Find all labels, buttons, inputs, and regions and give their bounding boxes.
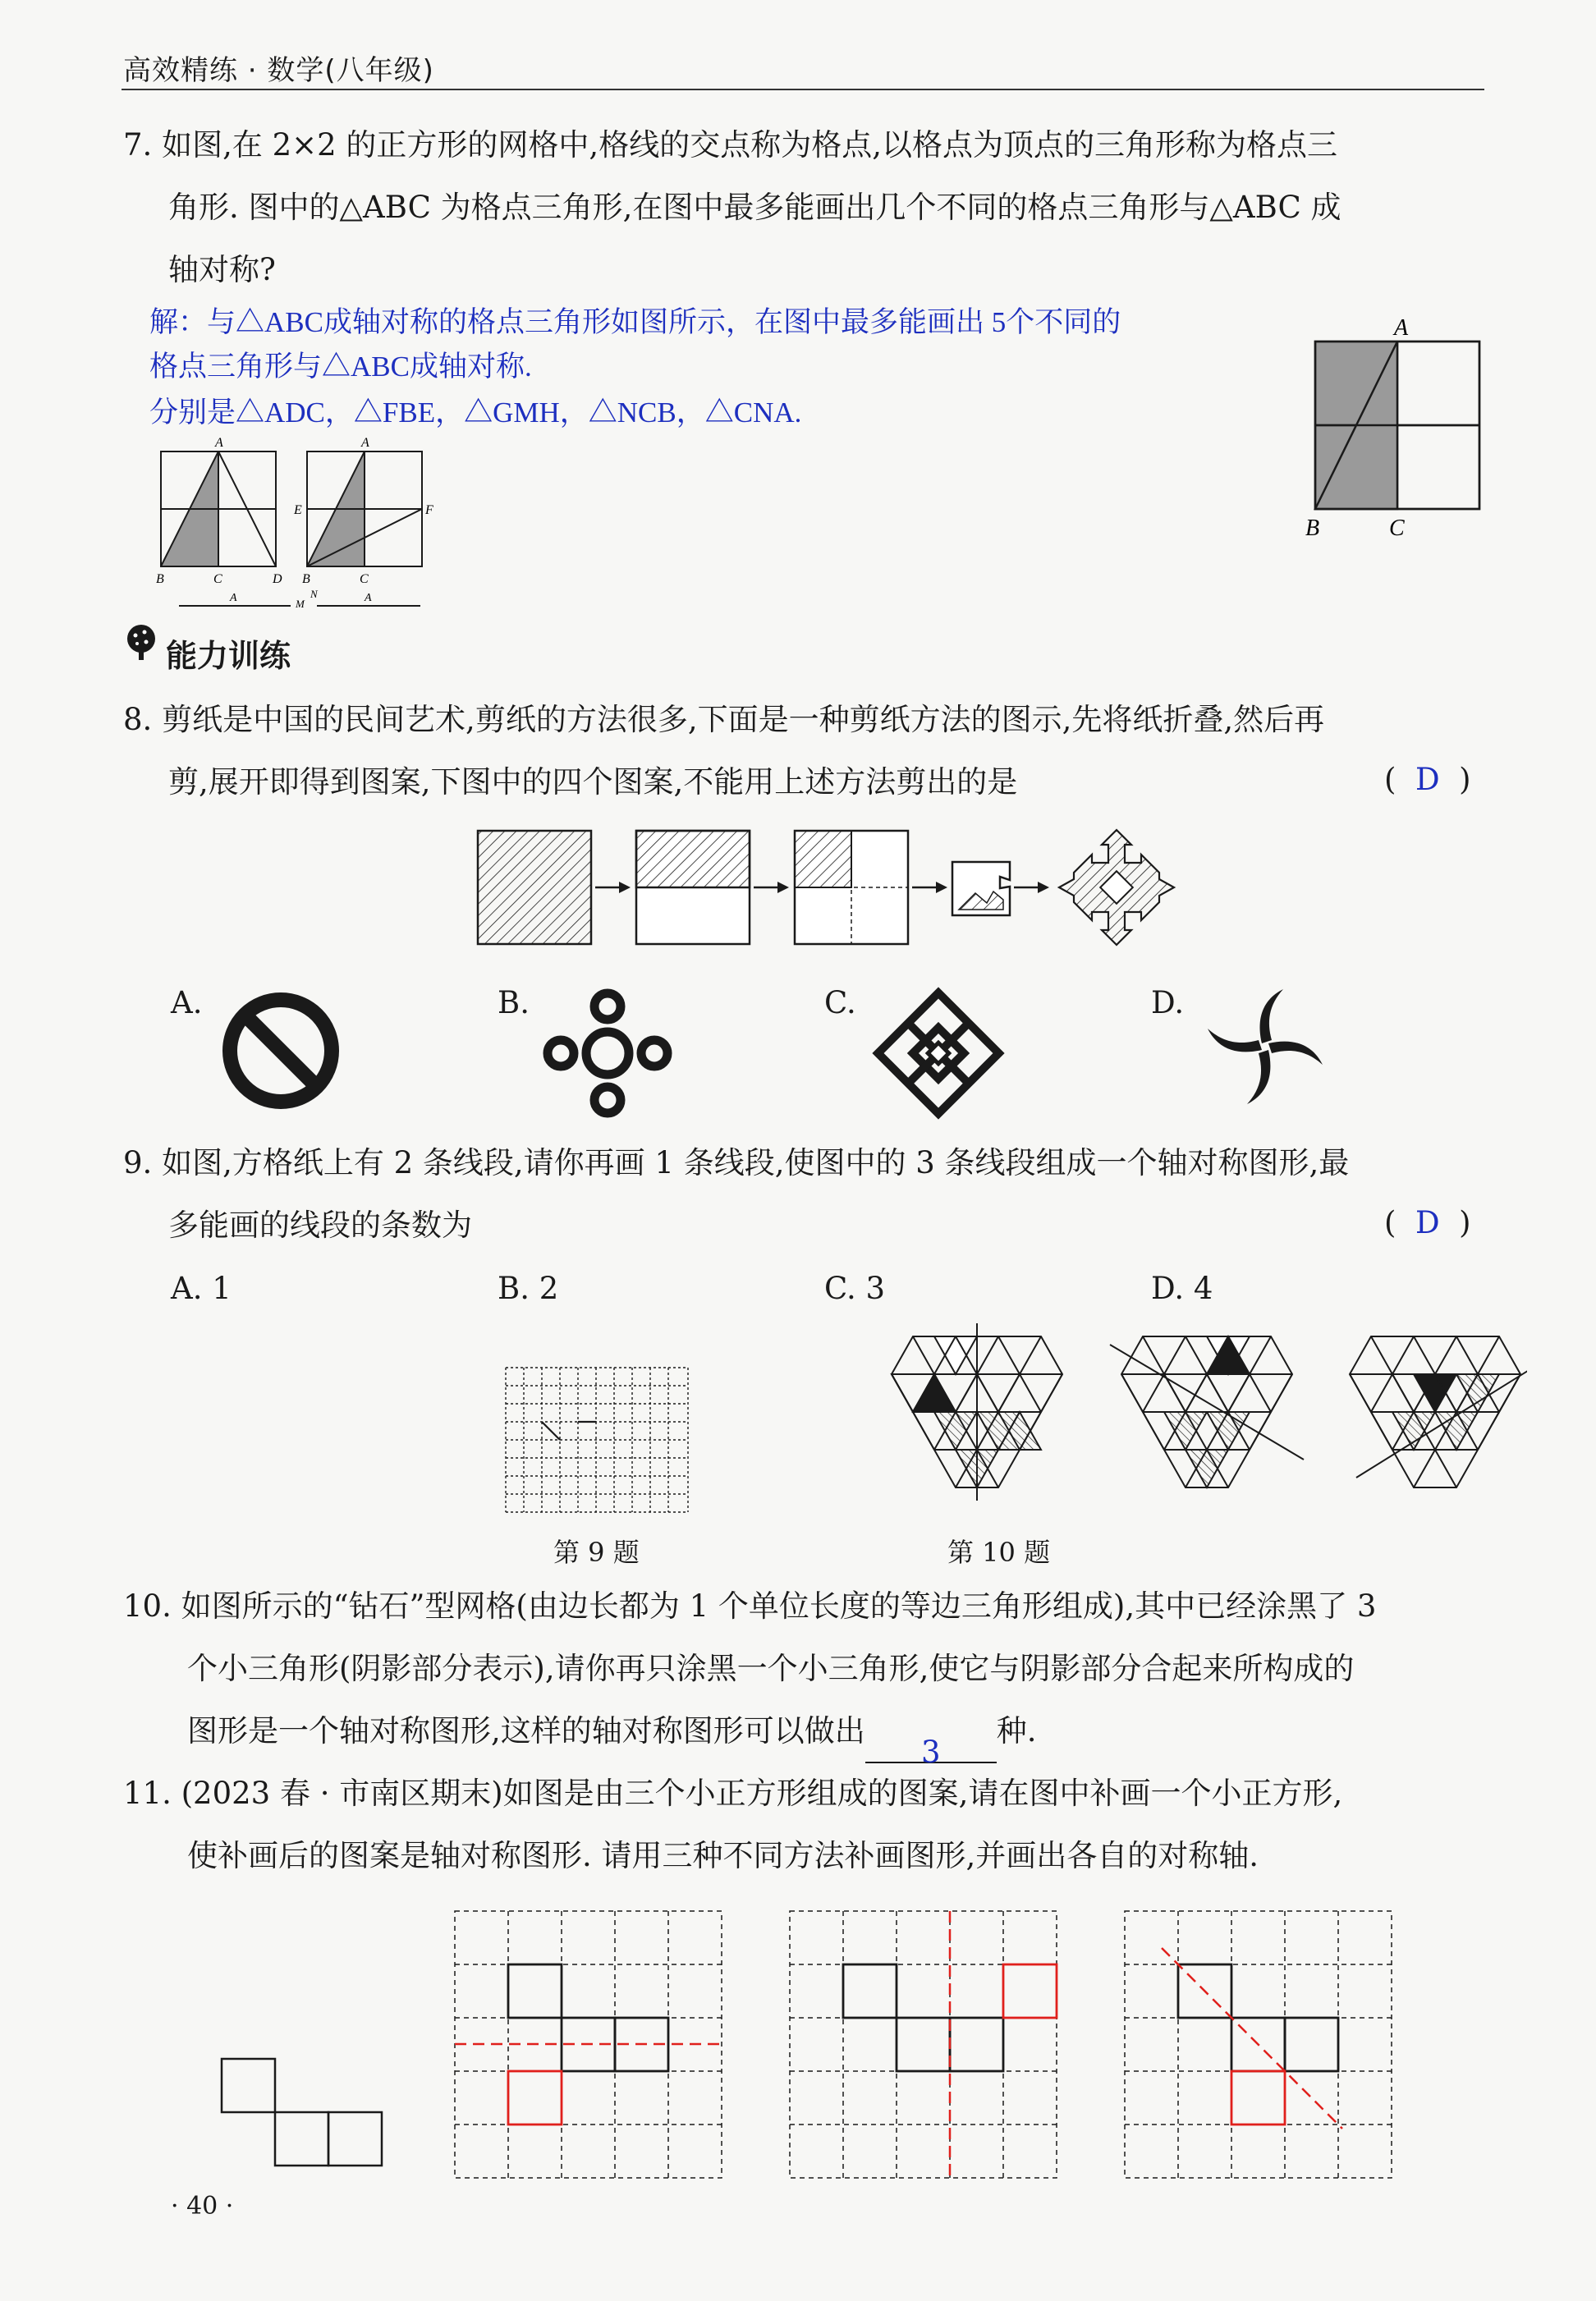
q9-option-d: D. 4 [1151, 1271, 1213, 1306]
q10-answer: 3 [920, 1735, 941, 1770]
q9-option-c: C. 3 [824, 1271, 886, 1306]
q9-option-b: B. 2 [498, 1271, 559, 1306]
q11-line1: 11. (2023 春 · 市南区期末)如图是由三个小正方形组成的图案,请在图中补画一个小正方形, [123, 1776, 1343, 1811]
swirl-pattern-icon [1195, 977, 1335, 1116]
svg-text:A: A [215, 436, 223, 450]
q8-answer-paren: ( D ) [1384, 762, 1471, 797]
q9-line2: 多能画的线段的条数为 [168, 1208, 472, 1243]
q10-line1: 10. 如图所示的“钻石”型网格(由边长都为 1 个单位长度的等边三角形组成),其中已经涂黑了 3 [123, 1588, 1377, 1624]
q7-answer-line3: 分别是△ADC，△FBE，△GMH，△NCB，△CNA. [149, 396, 802, 429]
answer-figure-fbe [293, 436, 433, 586]
q9-answer: D [1415, 1205, 1440, 1240]
answer-figure-adc [156, 436, 282, 586]
caption-q10: 第 10 题 [947, 1537, 1051, 1568]
tree-icon [122, 622, 161, 662]
label-B: B [1305, 516, 1320, 541]
q7-answer-figures [149, 435, 445, 612]
q7-line3: 轴对称? [168, 252, 276, 287]
q10-diamond-grids [887, 1322, 1527, 1535]
q8-option-c: C. [824, 985, 856, 1020]
svg-text:M: M [296, 598, 305, 610]
q7-abc-figure [1297, 312, 1494, 542]
q9-answer-paren: ( D ) [1384, 1205, 1471, 1240]
q8-answer: D [1415, 762, 1440, 797]
q9-option-a: A. 1 [171, 1271, 232, 1306]
section-title: 能力训练 [166, 638, 291, 674]
svg-text:N: N [310, 588, 318, 600]
svg-text:E: E [294, 503, 302, 517]
svg-text:A: A [365, 592, 372, 604]
svg-text:D: D [273, 572, 282, 586]
q10-line3: 图形是一个轴对称图形,这样的轴对称图形可以做出 3 种. [187, 1699, 1037, 1763]
page-header-title: 高效精练 · 数学(八年级) [123, 54, 434, 87]
svg-text:B: B [302, 572, 310, 586]
knot-pattern-icon [869, 983, 1008, 1123]
q8-option-d: D. [1151, 985, 1185, 1020]
q8-line1: 8. 剪纸是中国的民间艺术,剪纸的方法很多,下面是一种剪纸方法的图示,先将纸折叠,然后再 [123, 702, 1325, 737]
svg-text:C: C [360, 572, 369, 586]
caption-q9: 第 9 题 [553, 1537, 640, 1568]
q7-answer-line1: 解：与△ABC成轴对称的格点三角形如图所示，在图中最多能画出 5个不同的 [149, 306, 1121, 338]
svg-text:A: A [361, 436, 369, 450]
label-A: A [1394, 315, 1409, 341]
q11-line2: 使补画后的图案是轴对称图形. 请用三种不同方法补画图形,并画出各自的对称轴. [187, 1838, 1259, 1873]
q7-answer-line2: 格点三角形与△ABC成轴对称. [149, 351, 532, 383]
q11-answer-grids [450, 1906, 1402, 2185]
q10-line2: 个小三角形(阴影部分表示),请你再只涂黑一个小三角形,使它与阴影部分合起来所构成的 [187, 1651, 1355, 1686]
q9-line1: 9. 如图,方格纸上有 2 条线段,请你再画 1 条线段,使图中的 3 条线段组成一个轴对称图形,最 [123, 1145, 1350, 1180]
q9-dotted-grid [502, 1364, 691, 1529]
four-circles-icon [538, 983, 677, 1123]
svg-text:C: C [213, 572, 222, 586]
q8-line2: 剪,展开即得到图案,下图中的四个图案,不能用上述方法剪出的是 [168, 764, 1018, 800]
page-number: · 40 · [171, 2192, 234, 2221]
svg-text:F: F [425, 503, 433, 517]
q11-original-shape [215, 2052, 388, 2175]
q7-line1: 7. 如图,在 2×2 的正方形的网格中,格线的交点称为格点,以格点为顶点的三角形称为格点三 [123, 127, 1337, 163]
header-divider [122, 89, 1484, 90]
q8-folding-diagram [468, 821, 1190, 956]
q7-line2: 角形. 图中的△ABC 为格点三角形,在图中最多能画出几个不同的格点三角形与△ABC 成 [168, 190, 1341, 225]
q8-option-b: B. [498, 985, 530, 1020]
no-sign-icon [215, 985, 346, 1116]
q8-option-a: A. [171, 985, 203, 1020]
svg-text:A: A [230, 592, 237, 604]
q10-answer-blank [865, 1726, 997, 1770]
svg-text:B: B [156, 572, 164, 586]
label-C: C [1389, 516, 1405, 541]
